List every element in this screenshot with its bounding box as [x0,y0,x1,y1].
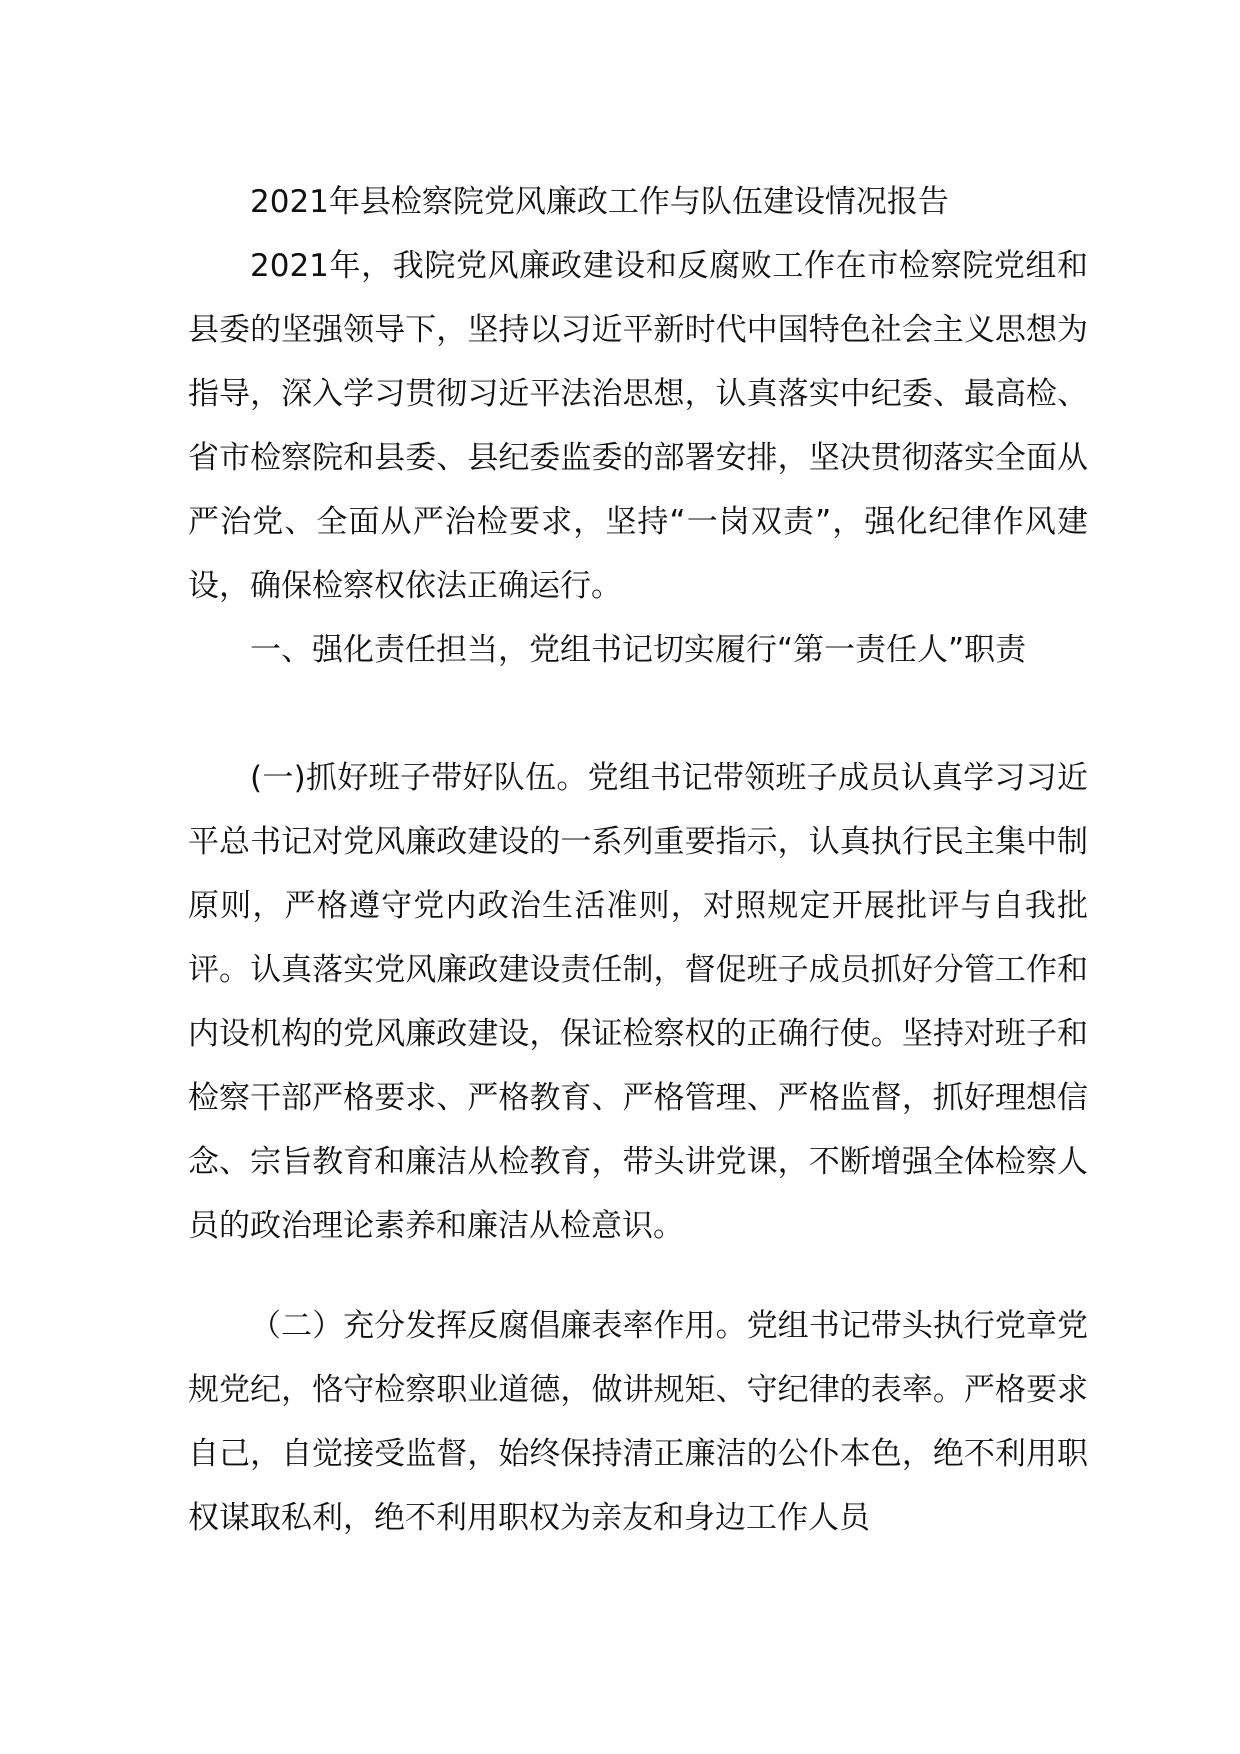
section-one-item-one [188,746,1088,1258]
section-one-item-two [188,1294,1088,1550]
section-one-heading [188,618,1088,682]
section-one-item-two-text: （二）充分发挥反腐倡廉表率作用。党组书记带头执行党章党规党纪，恪守检察职业道德，做讲规矩、守纪律的表率。严格要求自己，自觉接受监督，始终保持清正廉洁的公仆本色，绝不利用职权谋取私利，绝不利用职权为亲友和身边工作人员 [188,1308,1088,1536]
section-one-item-one-text: (一)抓好班子带好队伍。党组书记带领班子成员认真学习习近平总书记对党风廉政建设的一系列重要指示，认真执行民主集中制原则，严格遵守党内政治生活准则，对照规定开展批评与自我批评。认真落实党风廉政建设责任制，督促班子成员抓好分管工作和内设机构的党风廉政建设，保证检察权的正确行使。坚持对班子和检察干部严格要求、严格教育、严格管理、严格监督，抓好理想信念、宗旨教育和廉洁从检教育，带头讲党课，不断增强全体检察人员的政治理论素养和廉洁从检意识。 [188,760,1088,1244]
document-title [188,170,1088,234]
intro-paragraph [188,234,1088,618]
section-one-heading-text: 一、强化责任担当，党组书记切实履行“第一责任人”职责 [250,632,1027,668]
intro-paragraph-text: 2021年，我院党风廉政建设和反腐败工作在市检察院党组和县委的坚强领导下，坚持以习近平新时代中国特色社会主义思想为指导，深入学习贯彻习近平法治思想，认真落实中纪委、最高检、省市检察院和县委、县纪委监委的部署安排，坚决贯彻落实全面从严治党、全面从严治检要求，坚持“一岗双责”，强化纪律作风建设，确保检察权依法正确运行。 [188,248,1088,604]
document-title-text: 2021年县检察院党风廉政工作与队伍建设情况报告 [250,184,949,220]
